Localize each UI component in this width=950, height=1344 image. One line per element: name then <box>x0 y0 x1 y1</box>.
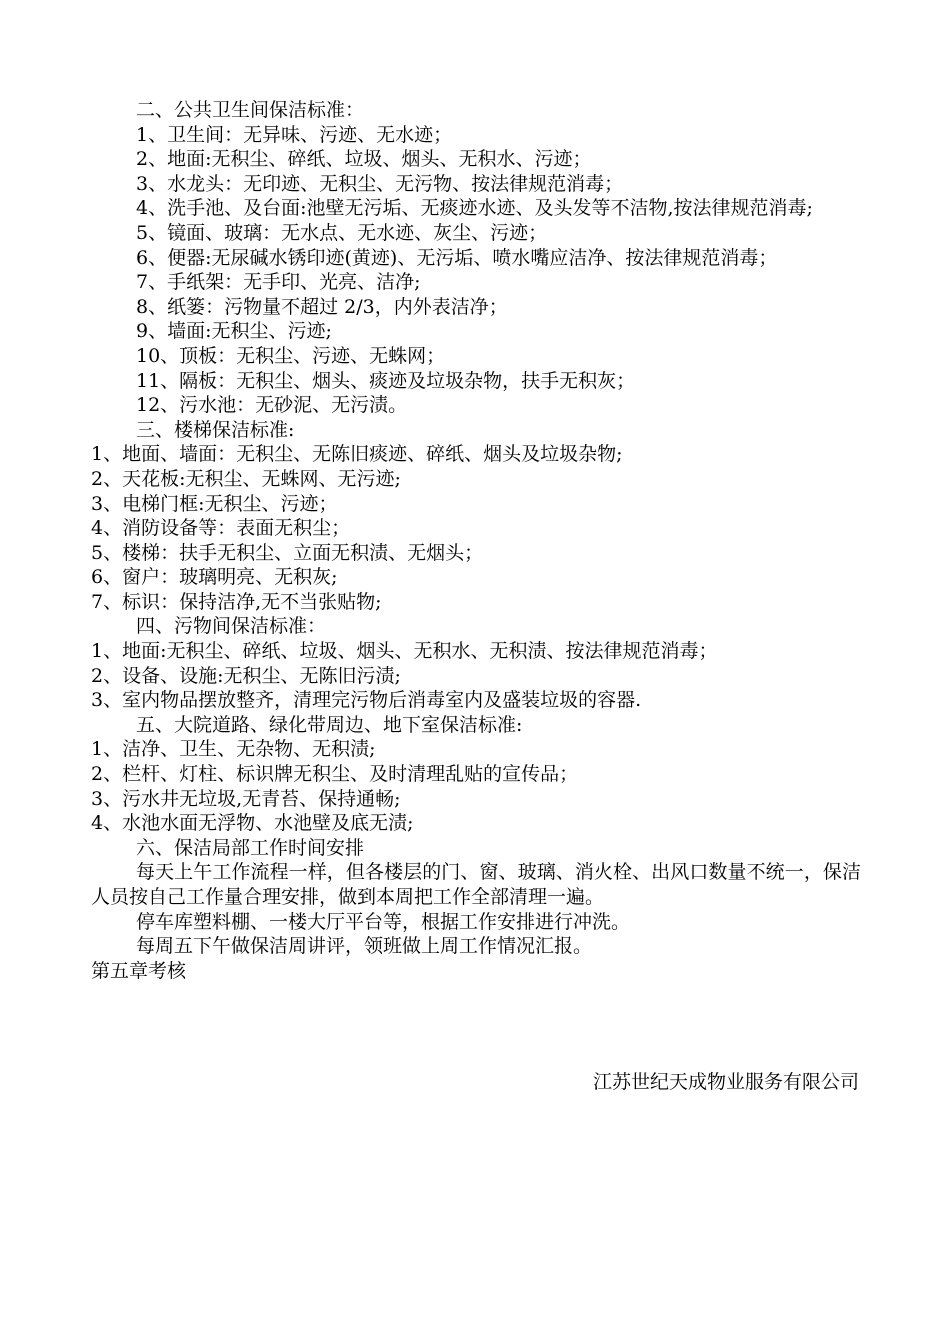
section-heading-stairs: 三、楼梯保洁标准: <box>136 418 295 441</box>
restroom-item: 9、墙面:无积尘、污迹; <box>136 320 332 343</box>
waste-room-item: 2、设备、设施:无积尘、无陈旧污渍; <box>91 664 401 687</box>
outdoor-item: 1、洁净、卫生、无杂物、无积渍; <box>91 738 376 761</box>
restroom-item: 8、纸篓：污物量不超过 2/3，内外表洁净； <box>136 295 508 318</box>
section-heading-schedule: 六、保洁局部工作时间安排 <box>136 836 365 859</box>
document-body <box>91 98 861 983</box>
waste-room-item: 1、地面:无积尘、碎纸、垃圾、烟头、无积水、无积渍、按法律规范消毒； <box>91 640 718 663</box>
restroom-item: 2、地面:无积尘、碎纸、垃圾、烟头、无积水、污迹； <box>136 148 592 171</box>
waste-room-item: 3、室内物品摆放整齐，清理完污物后消毒室内及盛装垃圾的容器. <box>91 689 642 712</box>
schedule-paragraph: 停车库塑料棚、一楼大厅平台等，根据工作安排进行冲洗。 <box>136 910 631 933</box>
outdoor-item: 3、污水井无垃圾,无青苔、保持通畅; <box>91 787 401 810</box>
restroom-item: 6、便器:无尿碱水锈印迹(黄迹)、无污垢、喷水嘴应洁净、按法律规范消毒； <box>136 246 778 269</box>
stairs-item: 1、地面、墙面：无积尘、无陈旧痰迹、碎纸、烟头及垃圾杂物; <box>91 443 623 466</box>
stairs-item: 2、天花板:无积尘、无蛛网、无污迹; <box>91 467 401 490</box>
schedule-paragraph: 每天上午工作流程一样，但各楼层的门、窗、玻璃、消火栓、出风口数量不统一，保洁人员按自己工作量合理安排，做到本周把工作全部清理一遍。 <box>91 861 861 908</box>
stairs-item: 6、窗户：玻璃明亮、无积灰; <box>91 566 338 589</box>
stairs-item: 3、电梯门框:无积尘、污迹； <box>91 492 338 515</box>
company-name: 江苏世纪天成物业服务有限公司 <box>592 1071 859 1093</box>
restroom-item: 3、水龙头：无印迹、无积尘、无污物、按法律规范消毒； <box>136 172 624 195</box>
restroom-item: 7、手纸架：无手印、光亮、洁净; <box>136 271 421 294</box>
outdoor-item: 4、水池水面无浮物、水池壁及底无渍; <box>91 812 414 835</box>
restroom-item: 4、洗手池、及台面:池壁无污垢、无痰迹水迹、及头发等不洁物,按法律规范消毒; <box>136 197 813 220</box>
stairs-item: 7、标识：保持洁净,无不当张贴物; <box>91 590 382 613</box>
restroom-item: 12、污水池：无砂泥、无污渍。 <box>136 394 408 417</box>
restroom-item: 1、卫生间：无异味、污迹、无水迹； <box>136 123 453 146</box>
restroom-item: 11、隔板：无积尘、烟头、痰迹及垃圾杂物，扶手无积灰； <box>136 369 636 392</box>
outdoor-item: 2、栏杆、灯柱、标识牌无积尘、及时清理乱贴的宣传品； <box>91 763 579 786</box>
restroom-item: 5、镜面、玻璃：无水点、无水迹、灰尘、污迹； <box>136 221 548 244</box>
section-heading-outdoor: 五、大院道路、绿化带周边、地下室保洁标准: <box>136 713 523 736</box>
section-heading-restroom: 二、公共卫生间保洁标准： <box>136 99 365 121</box>
stairs-item: 5、楼梯：扶手无积尘、立面无积渍、无烟头； <box>91 541 484 564</box>
chapter-title: 第五章考核 <box>91 959 187 982</box>
stairs-item: 4、消防设备等：表面无积尘； <box>91 517 351 540</box>
restroom-item: 10、顶板：无积尘、污迹、无蛛网； <box>136 344 446 367</box>
schedule-paragraph: 每周五下午做保洁周讲评，领班做上周工作情况汇报。 <box>136 935 593 958</box>
section-heading-waste-room: 四、污物间保洁标准： <box>136 615 327 638</box>
